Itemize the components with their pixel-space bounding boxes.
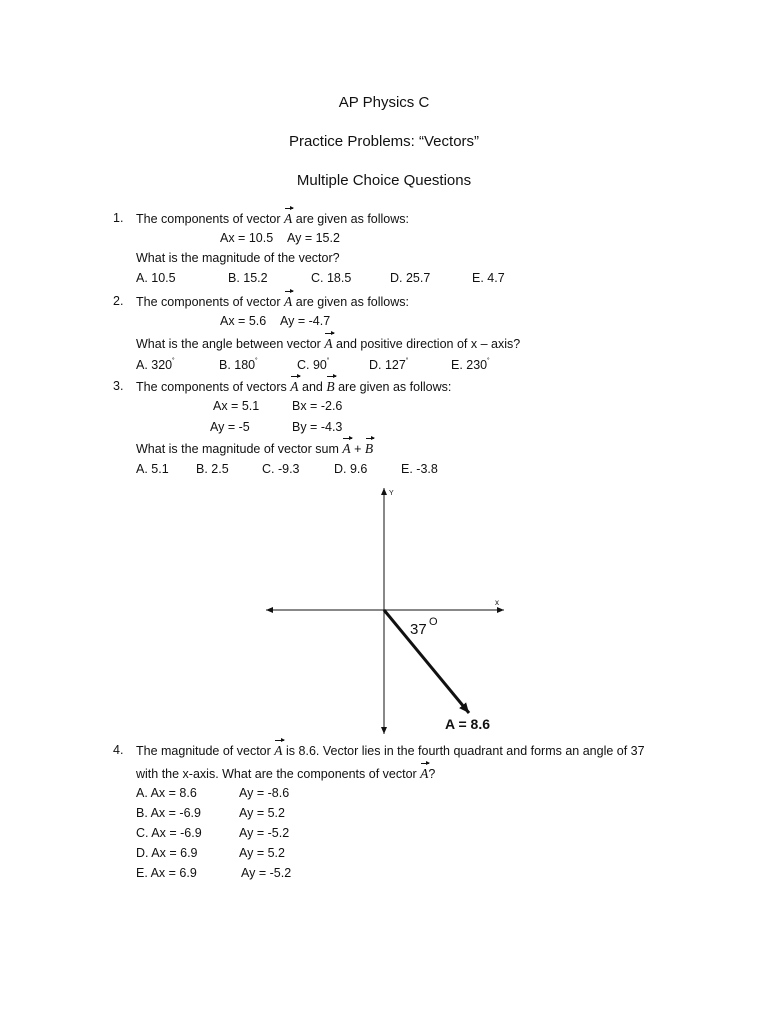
vector-diagram xyxy=(258,482,518,738)
stem-text: The components of vector xyxy=(136,212,281,226)
choice-text: A. 320 xyxy=(136,358,173,372)
choice-text: B. 180 xyxy=(219,358,256,372)
choice-b-ax: B. Ax = -6.9 xyxy=(136,806,201,820)
question-number: 3. xyxy=(113,379,124,393)
vector-a-symbol: A xyxy=(342,441,351,456)
worksheet-subtitle: Practice Problems: “Vectors” xyxy=(288,133,480,150)
choice-c xyxy=(297,357,330,372)
component-ax: Ax = 5.6 xyxy=(220,314,267,328)
stem-text: with the x-axis. What are the components of vector xyxy=(136,767,417,781)
section-heading: Multiple Choice Questions xyxy=(296,172,472,189)
question-prompt xyxy=(136,336,520,352)
choice-a-ay: Ay = -8.6 xyxy=(239,786,290,800)
vector-a-symbol: A xyxy=(274,743,283,758)
question-stem xyxy=(136,294,409,310)
degree-mark: ˚ xyxy=(487,357,490,366)
stem-text: are given as follows: xyxy=(295,295,410,309)
choice-a-ax: A. Ax = 8.6 xyxy=(136,786,197,800)
component-bx: Bx = -2.6 xyxy=(292,399,343,413)
choice-d-ay: Ay = 5.2 xyxy=(239,846,285,860)
course-title: AP Physics C xyxy=(338,94,430,111)
stem-text: are given as follows: xyxy=(338,380,452,394)
choice-a: A. 10.5 xyxy=(136,271,176,285)
stem-text: The components of vector xyxy=(136,295,281,309)
choice-e: E. 4.7 xyxy=(472,271,505,285)
prompt-text: What is the magnitude of vector sum xyxy=(136,442,339,456)
question-number: 4. xyxy=(113,743,124,757)
vector-a-symbol: A xyxy=(284,211,293,226)
component-ax: Ax = 5.1 xyxy=(213,399,260,413)
angle-label: 37 xyxy=(410,621,427,638)
prompt-text: and positive direction of x – axis? xyxy=(336,337,521,351)
choice-b xyxy=(219,357,258,372)
degree-mark: ˚ xyxy=(326,357,330,366)
question-prompt: What is the magnitude of the vector? xyxy=(136,251,340,265)
x-axis-label: x xyxy=(495,598,499,607)
component-by: By = -4.3 xyxy=(292,420,343,434)
choice-text: C. 90 xyxy=(297,358,327,372)
degree-mark: ˚ xyxy=(405,357,409,366)
question-stem-continued xyxy=(136,766,435,782)
stem-text: and xyxy=(302,380,323,394)
angle-degree-mark: O xyxy=(429,616,438,628)
choice-e-ay: Ay = -5.2 xyxy=(241,866,292,880)
degree-mark: ˚ xyxy=(172,357,175,366)
question-number: 1. xyxy=(113,211,124,225)
vector-magnitude-label: A = 8.6 xyxy=(445,716,491,732)
vector-b-symbol: B xyxy=(326,379,335,394)
choice-c-ax: C. Ax = -6.9 xyxy=(136,826,202,840)
component-ay: Ay = 15.2 xyxy=(287,231,340,245)
vector-b-symbol: B xyxy=(364,441,374,456)
choice-b: B. 15.2 xyxy=(228,271,268,285)
stem-text: are given as follows: xyxy=(295,212,410,226)
question-stem xyxy=(136,211,409,227)
choice-b: B. 2.5 xyxy=(196,462,229,476)
stem-text: is 8.6. Vector lies in the fourth quadrant and forms an angle of 37 xyxy=(286,744,645,758)
choice-d: D. 9.6 xyxy=(334,462,368,476)
choice-text: D. 127 xyxy=(369,358,406,372)
stem-text: ? xyxy=(428,767,436,781)
vector-a-symbol: A xyxy=(324,336,333,351)
choice-d-ax: D. Ax = 6.9 xyxy=(136,846,198,860)
component-ay: Ay = -4.7 xyxy=(280,314,331,328)
stem-text: The magnitude of vector xyxy=(136,744,271,758)
vector-a-symbol: A xyxy=(290,379,299,394)
choice-e-ax: E. Ax = 6.9 xyxy=(136,866,197,880)
question-number: 2. xyxy=(113,294,124,308)
choice-d xyxy=(369,357,409,372)
component-ay: Ay = -5 xyxy=(210,420,250,434)
choice-text: E. 230 xyxy=(451,358,488,372)
choice-c: C. -9.3 xyxy=(262,462,300,476)
choice-c-ay: Ay = -5.2 xyxy=(239,826,290,840)
vector-a-symbol: A xyxy=(420,766,429,781)
choice-e xyxy=(451,357,490,372)
choice-d: D. 25.7 xyxy=(390,271,431,285)
question-prompt xyxy=(136,441,373,457)
y-axis-label: Y xyxy=(389,490,394,497)
choice-a xyxy=(136,357,175,372)
component-ax: Ax = 10.5 xyxy=(220,231,274,245)
question-stem xyxy=(136,379,451,395)
choice-c: C. 18.5 xyxy=(311,271,352,285)
degree-mark: ˚ xyxy=(255,357,258,366)
choice-b-ay: Ay = 5.2 xyxy=(239,806,285,820)
question-stem xyxy=(136,743,645,759)
prompt-text: What is the angle between vector xyxy=(136,337,321,351)
stem-text: The components of vectors xyxy=(136,380,287,394)
choice-a: A. 5.1 xyxy=(136,462,169,476)
choice-e: E. -3.8 xyxy=(401,462,438,476)
plus-sign: + xyxy=(354,442,362,456)
vector-a-symbol: A xyxy=(284,294,293,309)
